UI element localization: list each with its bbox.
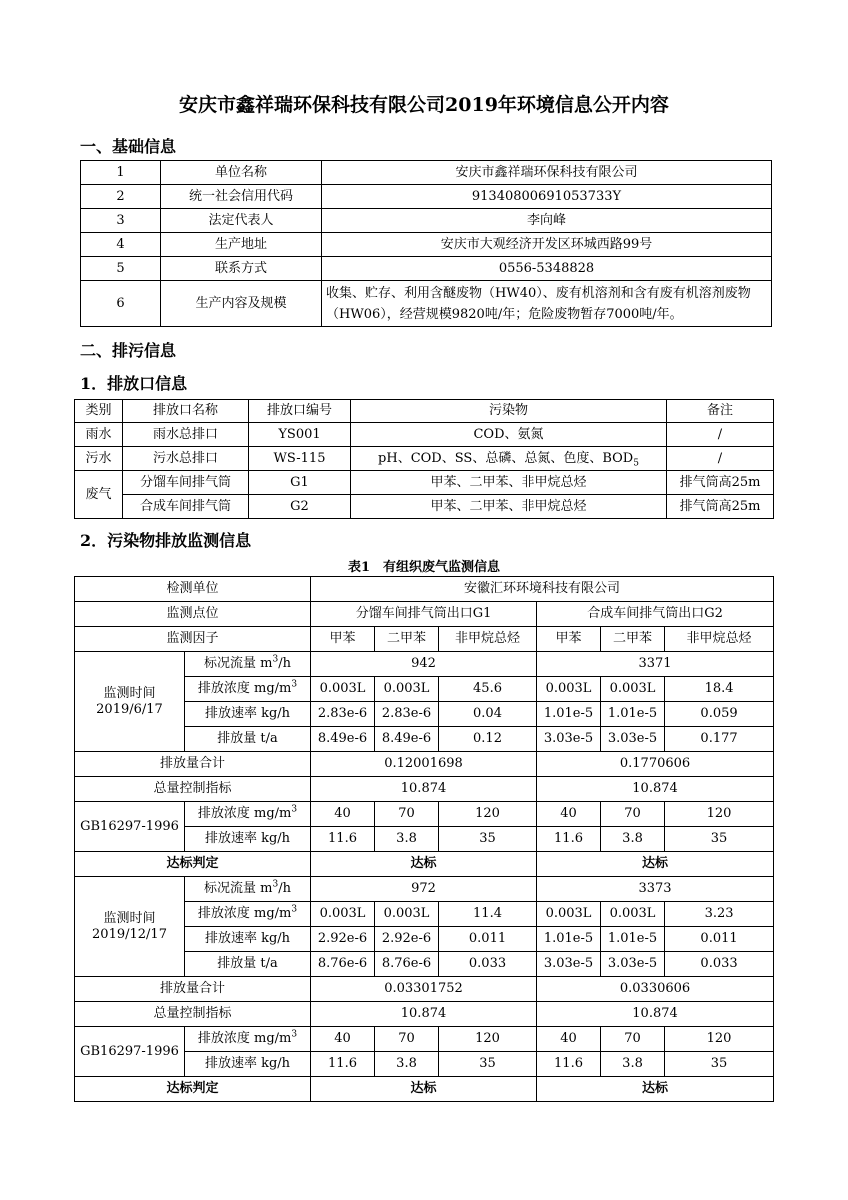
label-text: 排放浓度 mg/m (197, 806, 292, 821)
amount-value: 0.033 (439, 952, 537, 977)
label-text: 标况流量 m (204, 881, 273, 896)
standard-concentration-value: 120 (439, 802, 537, 827)
field-label: 生产地址 (161, 233, 322, 257)
row-compliance (75, 1077, 774, 1102)
concentration-value: 0.003L (311, 902, 375, 927)
flow-label (185, 877, 311, 902)
outlet-pollutants (351, 447, 667, 471)
test-unit-value: 安徽汇环环境科技有限公司 (311, 577, 774, 602)
standard-rate-value: 35 (665, 827, 774, 852)
standard-rate-value: 35 (439, 1052, 537, 1077)
compliance-label: 达标判定 (75, 852, 311, 877)
section-heading-basic-info: 一、基础信息 (80, 137, 177, 156)
row-monitor-factor (75, 627, 774, 652)
standard-concentration-value: 70 (375, 1027, 439, 1052)
standard-rate-value: 35 (439, 827, 537, 852)
outlet-header-cell: 排放口名称 (123, 400, 249, 423)
concentration-value: 11.4 (439, 902, 537, 927)
superscript: 3 (272, 879, 279, 890)
rate-value: 2.83e-6 (311, 702, 375, 727)
total-value-g2: 0.1770606 (537, 752, 774, 777)
rate-value: 0.011 (439, 927, 537, 952)
standard-concentration-value: 40 (311, 1027, 375, 1052)
outlet-code: G1 (249, 471, 351, 495)
amount-value: 8.76e-6 (311, 952, 375, 977)
control-value-g2: 10.874 (537, 777, 774, 802)
monitor-point-g1: 分馏车间排气筒出口G1 (311, 602, 537, 627)
concentration-value: 0.003L (601, 677, 665, 702)
outlet-name: 合成车间排气筒 (123, 495, 249, 519)
factor-cell: 非甲烷总烃 (665, 627, 774, 652)
flow-value-g2: 3371 (537, 652, 774, 677)
amount-label: 排放量 t/a (185, 727, 311, 752)
factor-cell: 二甲苯 (375, 627, 439, 652)
concentration-value: 0.003L (537, 677, 601, 702)
superscript: 3 (272, 654, 279, 665)
outlet-row-gas1 (75, 471, 774, 495)
row-number: 6 (81, 281, 161, 327)
monitor-date: 2019/12/17 (92, 926, 167, 942)
subsection-heading-monitoring: 2．污染物排放监测信息 (80, 531, 252, 550)
outlet-code: YS001 (249, 423, 351, 447)
row-number: 1 (81, 161, 161, 185)
row-flow (75, 877, 774, 902)
section-heading-emission-info: 二、排污信息 (80, 341, 177, 360)
outlet-header-cell: 类别 (75, 400, 123, 423)
basic-info-row (81, 209, 772, 233)
field-label: 法定代表人 (161, 209, 322, 233)
pollutant-list: pH、COD、SS、总磷、总氮、色度、BOD (378, 450, 634, 466)
row-total (75, 977, 774, 1002)
outlet-name: 污水总排口 (123, 447, 249, 471)
outlet-name: 分馏车间排气筒 (123, 471, 249, 495)
field-value: 安庆市大观经济开发区环城西路99号 (322, 233, 772, 257)
rate-value: 1.01e-5 (537, 927, 601, 952)
concentration-value: 0.003L (537, 902, 601, 927)
basic-info-row (81, 281, 772, 327)
concentration-value: 0.003L (375, 677, 439, 702)
monitor-point-label: 监测点位 (75, 602, 311, 627)
standard-concentration-value: 70 (375, 802, 439, 827)
outlet-note: 排气筒高25m (667, 495, 774, 519)
field-value: 0556-5348828 (322, 257, 772, 281)
rate-label: 排放速率 kg/h (185, 827, 311, 852)
outlet-category: 废气 (75, 471, 123, 519)
row-standard-concentration (75, 802, 774, 827)
outlet-pollutants: 甲苯、二甲苯、非甲烷总烃 (351, 495, 667, 519)
outlet-note: / (667, 423, 774, 447)
outlet-header-cell: 备注 (667, 400, 774, 423)
field-value: 91340800691053733Y (322, 185, 772, 209)
standard-concentration-value: 70 (601, 802, 665, 827)
row-monitor-point (75, 602, 774, 627)
superscript: 3 (291, 904, 298, 915)
field-label: 统一社会信用代码 (161, 185, 322, 209)
total-value-g2: 0.0330606 (537, 977, 774, 1002)
factor-cell: 二甲苯 (601, 627, 665, 652)
control-value-g2: 10.874 (537, 1002, 774, 1027)
superscript: 3 (291, 1029, 298, 1040)
test-unit-label: 检测单位 (75, 577, 311, 602)
amount-value: 8.49e-6 (311, 727, 375, 752)
standard-concentration-value: 120 (439, 1027, 537, 1052)
monitor-point-g2: 合成车间排气筒出口G2 (537, 602, 774, 627)
standard-concentration-value: 120 (665, 1027, 774, 1052)
superscript: 3 (291, 679, 298, 690)
total-label: 排放量合计 (75, 752, 311, 777)
compliance-result-g1: 达标 (311, 1077, 537, 1102)
outlet-note: / (667, 447, 774, 471)
control-label: 总量控制指标 (75, 1002, 311, 1027)
compliance-result-g2: 达标 (537, 1077, 774, 1102)
flow-label (185, 652, 311, 677)
standard-concentration-value: 40 (537, 802, 601, 827)
monitor-time-label: 监测时间 (103, 685, 156, 701)
monitoring-table (74, 576, 774, 1102)
standard-rate-value: 11.6 (311, 1052, 375, 1077)
row-number: 4 (81, 233, 161, 257)
label-text: 标况流量 m (204, 656, 273, 671)
control-value-g1: 10.874 (311, 1002, 537, 1027)
monitor-time-label: 监测时间 (103, 910, 156, 926)
standard-rate-value: 3.8 (601, 1052, 665, 1077)
concentration-value: 0.003L (375, 902, 439, 927)
monitor-date: 2019/6/17 (96, 701, 163, 717)
standard-rate-value: 11.6 (537, 1052, 601, 1077)
page-title: 安庆市鑫祥瑞环保科技有限公司2019年环境信息公开内容 (179, 94, 669, 116)
amount-value: 8.49e-6 (375, 727, 439, 752)
control-label: 总量控制指标 (75, 777, 311, 802)
rate-label: 排放速率 kg/h (185, 927, 311, 952)
outlet-code: G2 (249, 495, 351, 519)
rate-value: 0.011 (665, 927, 774, 952)
amount-label: 排放量 t/a (185, 952, 311, 977)
outlet-header-row (75, 400, 774, 423)
standard-concentration-value: 40 (537, 1027, 601, 1052)
table-caption: 表1 有组织废气监测信息 (347, 560, 501, 575)
field-label: 生产内容及规模 (161, 281, 322, 327)
standard-concentration-value: 70 (601, 1027, 665, 1052)
row-compliance (75, 852, 774, 877)
outlet-header-cell: 污染物 (351, 400, 667, 423)
amount-value: 3.03e-5 (537, 727, 601, 752)
outlet-name: 雨水总排口 (123, 423, 249, 447)
row-flow (75, 652, 774, 677)
monitor-time-cell (75, 652, 185, 752)
concentration-value: 45.6 (439, 677, 537, 702)
row-test-unit (75, 577, 774, 602)
standard-rate-value: 3.8 (601, 827, 665, 852)
label-unit: /h (278, 881, 291, 896)
row-total (75, 752, 774, 777)
standard-concentration-value: 40 (311, 802, 375, 827)
rate-label: 排放速率 kg/h (185, 702, 311, 727)
label-unit: /h (278, 656, 291, 671)
compliance-result-g2: 达标 (537, 852, 774, 877)
concentration-label (185, 1027, 311, 1052)
field-label: 单位名称 (161, 161, 322, 185)
row-number: 5 (81, 257, 161, 281)
amount-value: 8.76e-6 (375, 952, 439, 977)
row-number: 2 (81, 185, 161, 209)
amount-value: 0.177 (665, 727, 774, 752)
amount-value: 0.033 (665, 952, 774, 977)
row-control (75, 777, 774, 802)
compliance-result-g1: 达标 (311, 852, 537, 877)
rate-value: 1.01e-5 (537, 702, 601, 727)
outlet-pollutants: COD、氨氮 (351, 423, 667, 447)
outlet-category: 雨水 (75, 423, 123, 447)
concentration-value: 0.003L (311, 677, 375, 702)
superscript: 3 (291, 804, 298, 815)
label-text: 排放浓度 mg/m (197, 681, 292, 696)
factor-cell: 甲苯 (311, 627, 375, 652)
rate-value: 0.059 (665, 702, 774, 727)
concentration-label (185, 902, 311, 927)
factor-cell: 非甲烷总烃 (439, 627, 537, 652)
factor-cell: 甲苯 (537, 627, 601, 652)
outlet-header-cell: 排放口编号 (249, 400, 351, 423)
amount-value: 3.03e-5 (601, 952, 665, 977)
amount-value: 0.12 (439, 727, 537, 752)
outlet-row-sewage (75, 447, 774, 471)
outlet-note: 排气筒高25m (667, 471, 774, 495)
outlet-row-gas2 (75, 495, 774, 519)
outlet-table (74, 399, 774, 519)
total-value-g1: 0.12001698 (311, 752, 537, 777)
subsection-heading-outlets: 1．排放口信息 (80, 374, 188, 393)
field-value: 李向峰 (322, 209, 772, 233)
flow-value-g2: 3373 (537, 877, 774, 902)
standard-rate-value: 35 (665, 1052, 774, 1077)
standard-label: GB16297-1996 (75, 802, 185, 852)
label-text: 排放浓度 mg/m (197, 1031, 292, 1046)
outlet-category: 污水 (75, 447, 123, 471)
rate-value: 1.01e-5 (601, 702, 665, 727)
field-value: 收集、贮存、利用含醚废物（HW40）、废有机溶剂和含有废有机溶剂废物（HW06），经营规模9820吨/年；危险废物暂存7000吨/年。 (322, 281, 772, 327)
standard-concentration-value: 120 (665, 802, 774, 827)
rate-value: 2.83e-6 (375, 702, 439, 727)
compliance-label: 达标判定 (75, 1077, 311, 1102)
concentration-label (185, 677, 311, 702)
monitor-time-cell (75, 877, 185, 977)
row-number: 3 (81, 209, 161, 233)
field-label: 联系方式 (161, 257, 322, 281)
standard-rate-value: 11.6 (311, 827, 375, 852)
amount-value: 3.03e-5 (537, 952, 601, 977)
concentration-value: 18.4 (665, 677, 774, 702)
amount-value: 3.03e-5 (601, 727, 665, 752)
outlet-pollutants: 甲苯、二甲苯、非甲烷总烃 (351, 471, 667, 495)
concentration-label (185, 802, 311, 827)
standard-rate-value: 3.8 (375, 1052, 439, 1077)
field-value: 安庆市鑫祥瑞环保科技有限公司 (322, 161, 772, 185)
basic-info-row (81, 161, 772, 185)
flow-value-g1: 972 (311, 877, 537, 902)
flow-value-g1: 942 (311, 652, 537, 677)
subscript: 5 (633, 458, 639, 469)
rate-value: 1.01e-5 (601, 927, 665, 952)
control-value-g1: 10.874 (311, 777, 537, 802)
rate-label: 排放速率 kg/h (185, 1052, 311, 1077)
concentration-value: 3.23 (665, 902, 774, 927)
monitor-factor-label: 监测因子 (75, 627, 311, 652)
total-label: 排放量合计 (75, 977, 311, 1002)
total-value-g1: 0.03301752 (311, 977, 537, 1002)
basic-info-row (81, 257, 772, 281)
concentration-value: 0.003L (601, 902, 665, 927)
standard-rate-value: 3.8 (375, 827, 439, 852)
basic-info-table (80, 160, 772, 327)
basic-info-row (81, 185, 772, 209)
outlet-row-rain (75, 423, 774, 447)
label-text: 排放浓度 mg/m (197, 906, 292, 921)
rate-value: 2.92e-6 (375, 927, 439, 952)
basic-info-row (81, 233, 772, 257)
row-standard-concentration (75, 1027, 774, 1052)
rate-value: 2.92e-6 (311, 927, 375, 952)
row-control (75, 1002, 774, 1027)
outlet-code: WS-115 (249, 447, 351, 471)
rate-value: 0.04 (439, 702, 537, 727)
standard-rate-value: 11.6 (537, 827, 601, 852)
standard-label: GB16297-1996 (75, 1027, 185, 1077)
